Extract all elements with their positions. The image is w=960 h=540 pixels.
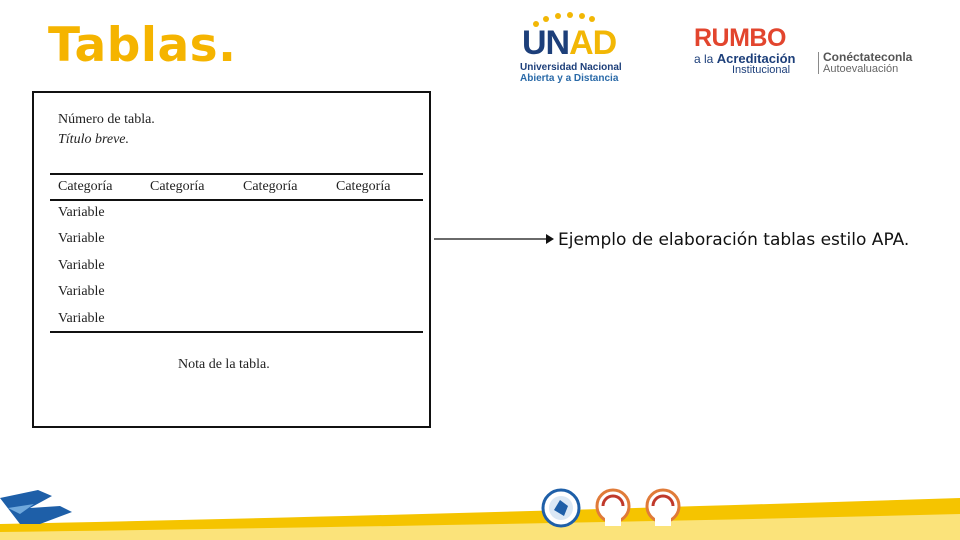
table-title: Título breve. xyxy=(58,132,130,147)
column-header: Categoría xyxy=(150,179,205,194)
slide-caption: Ejemplo de elaboración tablas estilo APA. xyxy=(558,230,910,250)
table-top-rule xyxy=(50,173,423,175)
rumbo-right-line2: Autoevaluación xyxy=(823,63,899,75)
column-header: Categoría xyxy=(336,179,391,194)
row-label: Variable xyxy=(58,258,105,273)
slide-title: Tablas. xyxy=(48,18,237,73)
column-header: Categoría xyxy=(58,179,113,194)
row-label: Variable xyxy=(58,231,105,246)
row-label: Variable xyxy=(58,311,105,326)
unad-logo xyxy=(516,10,642,82)
rumbo-logo xyxy=(692,22,937,78)
table-number: Número de tabla. xyxy=(58,112,155,127)
table-note: Nota de la tabla. xyxy=(178,357,270,372)
sgs-certification-icon xyxy=(592,488,634,528)
unad-wordmark: UNAD xyxy=(522,24,617,62)
rumbo-divider xyxy=(818,52,819,74)
arrow-right-icon xyxy=(432,232,556,246)
rumbo-line1: a la Acreditación xyxy=(694,51,796,66)
column-header: Categoría xyxy=(243,179,298,194)
table-header-rule xyxy=(50,199,423,201)
apa-table-example xyxy=(32,91,431,428)
row-label: Variable xyxy=(58,205,105,220)
unad-line1: Universidad Nacional xyxy=(520,62,622,73)
bottom-swoosh-decoration xyxy=(0,480,960,540)
rumbo-line2: Institucional xyxy=(732,64,791,76)
sgs-certification-icon xyxy=(642,488,684,528)
rumbo-wordmark: RUMBO xyxy=(694,24,786,52)
certification-seal-icon xyxy=(540,488,582,528)
rumbo-right-line1: Conéctateconla xyxy=(823,50,913,64)
table-bottom-rule xyxy=(50,331,423,333)
unad-line2: Abierta y a Distancia xyxy=(520,73,619,84)
row-label: Variable xyxy=(58,284,105,299)
